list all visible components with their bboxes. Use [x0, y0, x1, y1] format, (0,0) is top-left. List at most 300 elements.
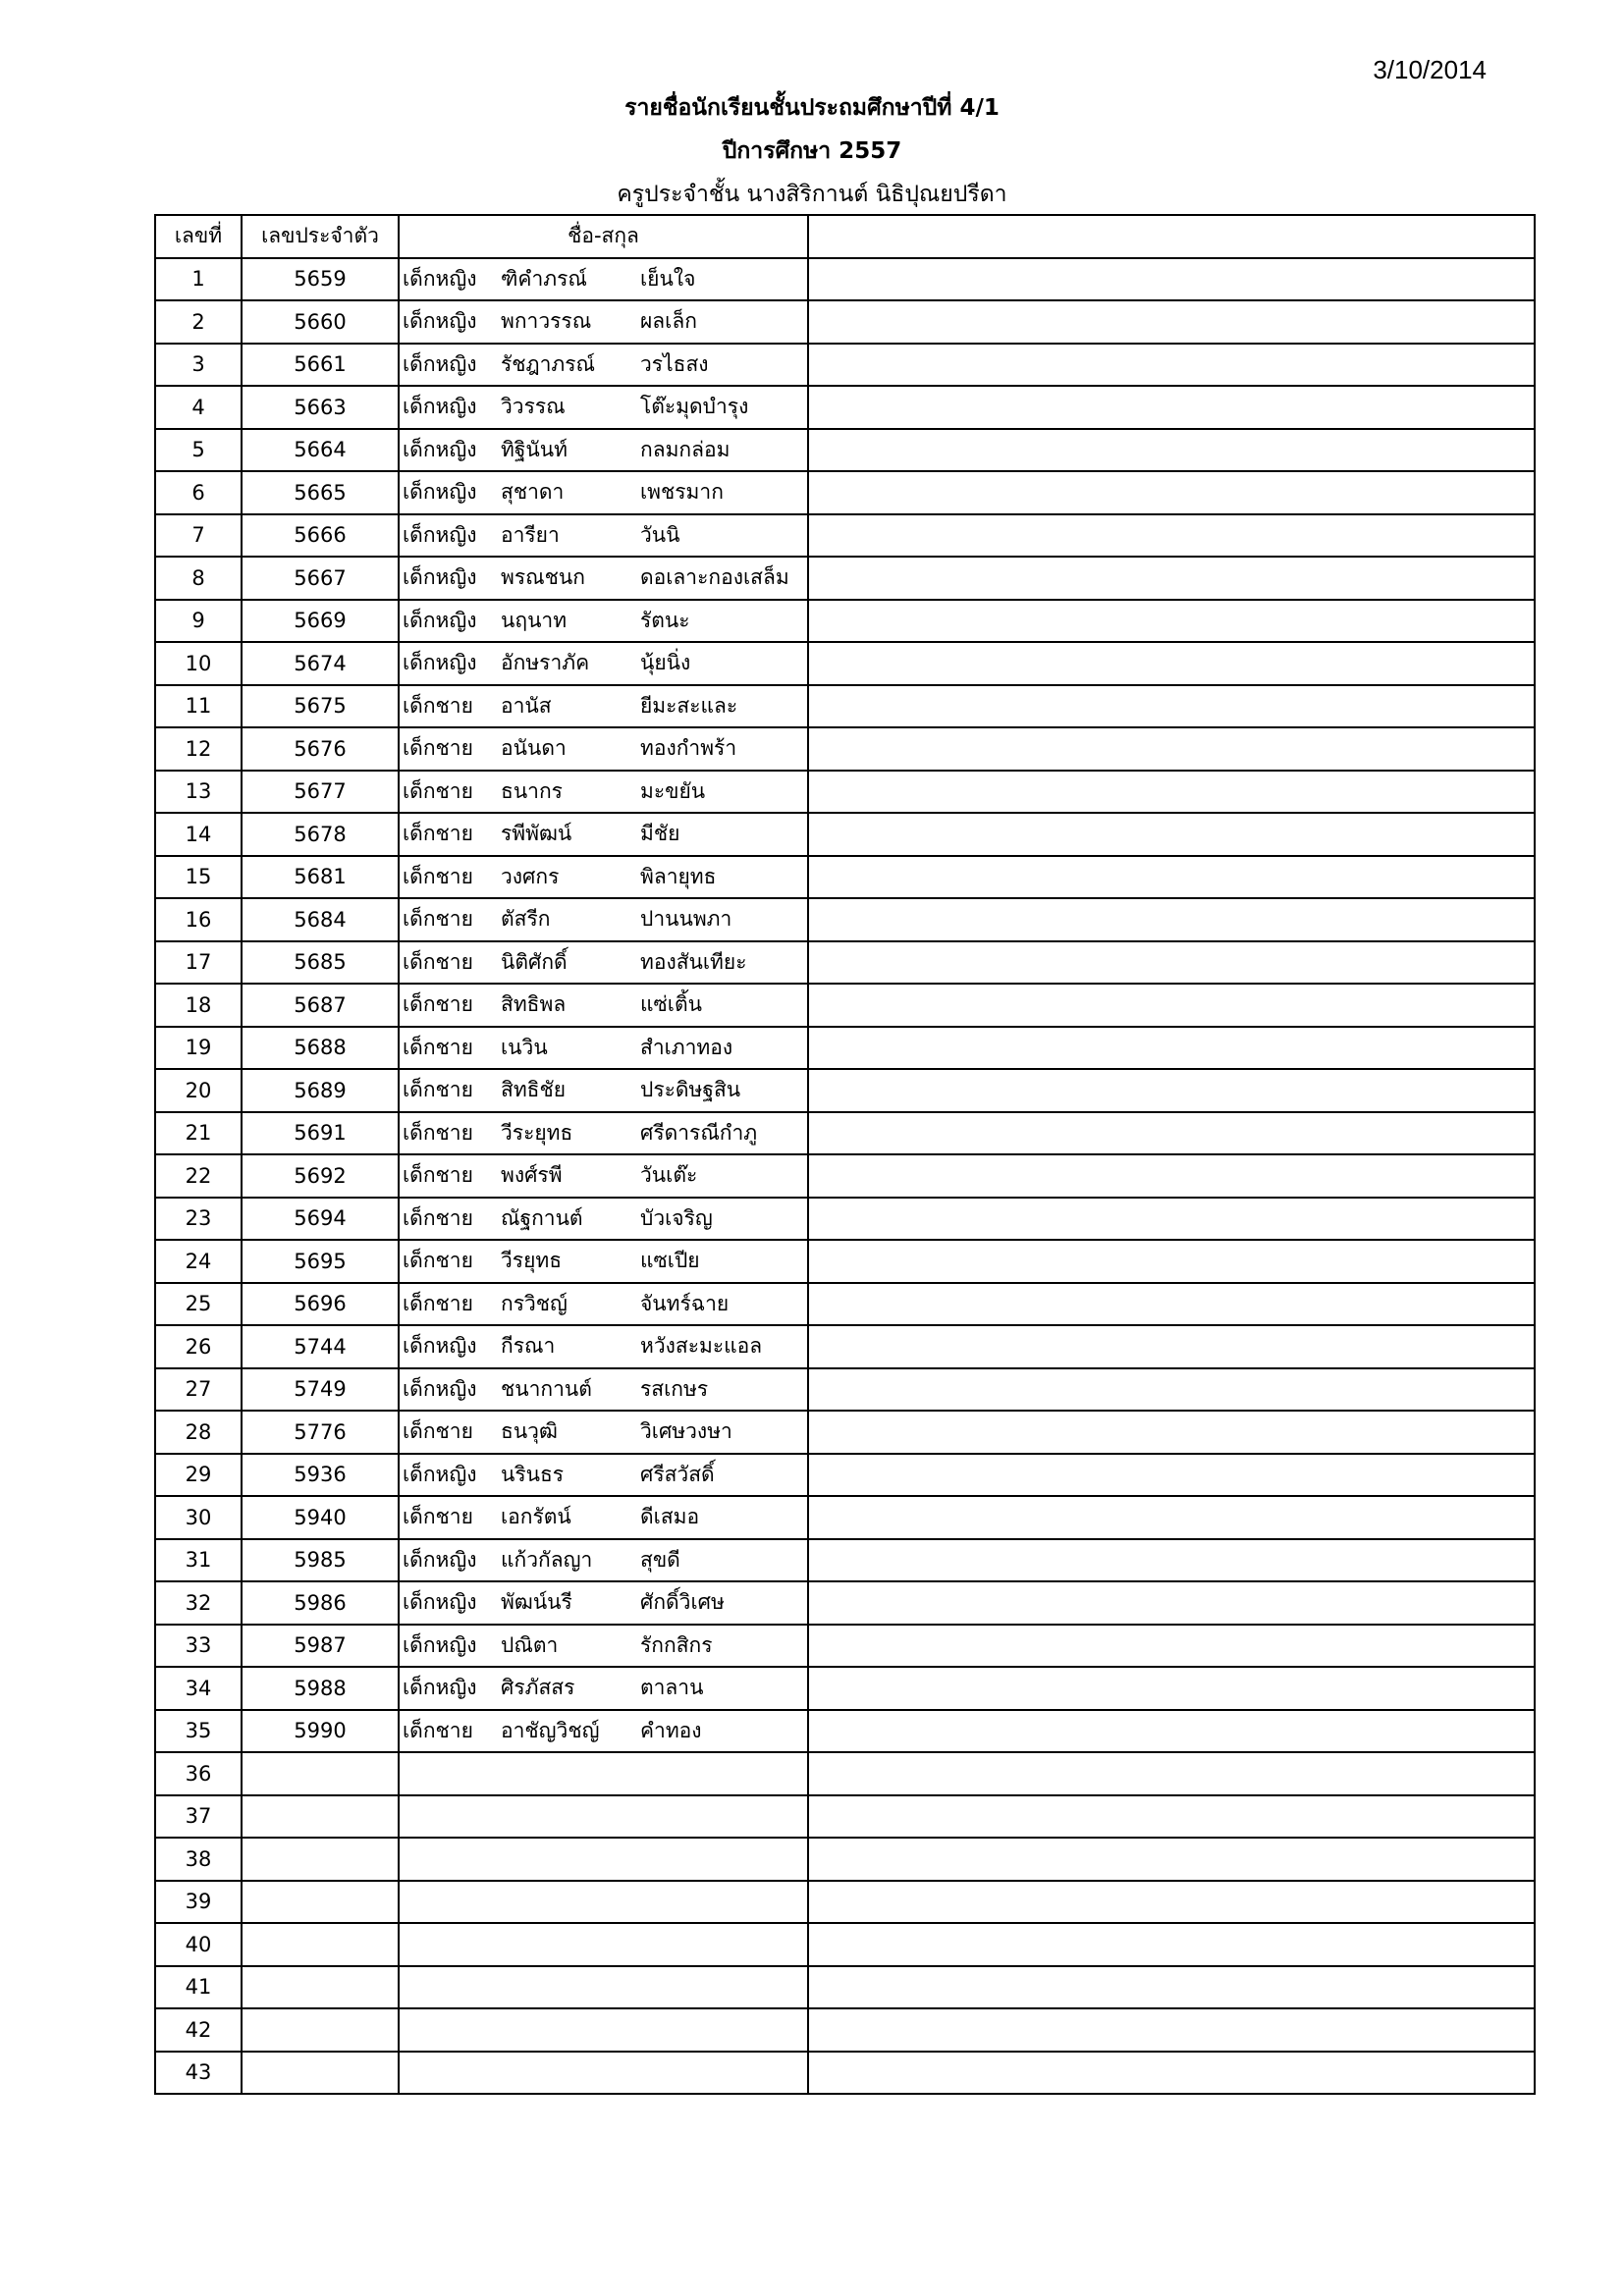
first-name: พงศ์รพี — [501, 1163, 563, 1188]
last-name: รักกสิกร — [640, 1632, 713, 1657]
student-id — [242, 1795, 399, 1839]
student-id: 5667 — [242, 557, 399, 600]
table-row — [155, 557, 1535, 600]
student-id: 5987 — [242, 1625, 399, 1668]
first-name: สิทธิพล — [501, 992, 567, 1017]
name-prefix: เด็กหญิง — [403, 395, 477, 419]
student-id: 5986 — [242, 1581, 399, 1625]
name-prefix: เด็กชาย — [403, 1078, 473, 1102]
last-name: ปานนพภา — [640, 907, 732, 932]
first-name: อนันดา — [501, 736, 567, 761]
table-row — [155, 2052, 1535, 2095]
name-prefix: เด็กชาย — [403, 1505, 473, 1529]
student-name-cell — [399, 941, 808, 985]
student-id: 5664 — [242, 429, 399, 472]
name-prefix: เด็กชาย — [403, 778, 473, 803]
student-number: 25 — [155, 1283, 242, 1326]
first-name: ณัฐกานต์ — [501, 1205, 583, 1230]
student-id: 5695 — [242, 1240, 399, 1283]
last-name: รัตนะ — [640, 608, 690, 632]
blank-cell — [808, 1112, 1535, 1155]
first-name: พรณชนก — [501, 565, 585, 590]
student-name-cell — [399, 258, 808, 301]
student-id: 5985 — [242, 1539, 399, 1582]
last-name: แซ่เติ้น — [640, 992, 702, 1017]
blank-cell — [808, 1966, 1535, 2009]
table-row — [155, 429, 1535, 472]
last-name: จันทร์ฉาย — [640, 1291, 730, 1315]
name-prefix: เด็กหญิง — [403, 651, 477, 675]
table-row — [155, 642, 1535, 685]
student-number: 12 — [155, 727, 242, 771]
last-name: เพชรมาก — [640, 480, 724, 505]
name-prefix: เด็กชาย — [403, 949, 473, 974]
table-row — [155, 898, 1535, 941]
table-row — [155, 813, 1535, 856]
student-id: 5661 — [242, 344, 399, 387]
academic-year: ปีการศึกษา 2557 — [722, 138, 902, 164]
last-name: ศักดิ์วิเศษ — [640, 1590, 725, 1615]
student-name-cell — [399, 1539, 808, 1582]
last-name: หวังสะมะแอล — [640, 1334, 763, 1359]
student-id: 5940 — [242, 1496, 399, 1539]
table-row — [155, 941, 1535, 985]
name-prefix: เด็กหญิง — [403, 608, 477, 632]
first-name: ฑิคำภรณ์ — [501, 266, 587, 291]
student-id: 5669 — [242, 600, 399, 643]
table-row — [155, 514, 1535, 558]
student-id: 5677 — [242, 771, 399, 814]
last-name: ประดิษฐสิน — [640, 1078, 741, 1102]
name-prefix: เด็กหญิง — [403, 1462, 477, 1486]
student-number: 28 — [155, 1411, 242, 1454]
name-prefix: เด็กชาย — [403, 864, 473, 888]
student-number: 39 — [155, 1881, 242, 1924]
page-title: รายชื่อนักเรียนชั้นประถมศึกษาปีที่ 4/1 — [624, 95, 1000, 121]
student-number: 37 — [155, 1795, 242, 1839]
first-name: นิติศักดิ์ — [501, 949, 568, 974]
student-id: 5687 — [242, 984, 399, 1027]
blank-cell — [808, 1368, 1535, 1412]
last-name: ผลเล็ก — [640, 309, 697, 334]
first-name: รพีพัฒน์ — [501, 822, 572, 846]
first-name: นรินธร — [501, 1462, 565, 1486]
student-name-cell — [399, 1454, 808, 1497]
student-number: 9 — [155, 600, 242, 643]
student-id: 5676 — [242, 727, 399, 771]
first-name: เนวิน — [501, 1035, 548, 1059]
name-prefix: เด็กชาย — [403, 1205, 473, 1230]
blank-cell — [808, 1752, 1535, 1795]
name-prefix: เด็กหญิง — [403, 1676, 477, 1700]
blank-cell — [808, 642, 1535, 685]
table-row — [155, 1198, 1535, 1241]
table-row — [155, 471, 1535, 514]
student-name-cell — [399, 1027, 808, 1070]
student-number: 16 — [155, 898, 242, 941]
student-id: 5776 — [242, 1411, 399, 1454]
student-number: 42 — [155, 2008, 242, 2052]
student-name-cell — [399, 1581, 808, 1625]
last-name: ยีมะสะและ — [640, 693, 738, 718]
table-row — [155, 1069, 1535, 1112]
table-row — [155, 2008, 1535, 2052]
last-name: วันนิ — [640, 522, 680, 547]
first-name: พัฒน์นรี — [501, 1590, 572, 1615]
name-prefix: เด็กหญิง — [403, 351, 477, 376]
table-row — [155, 727, 1535, 771]
student-name-cell — [399, 771, 808, 814]
table-row — [155, 1710, 1535, 1753]
student-number: 15 — [155, 856, 242, 899]
student-number: 31 — [155, 1539, 242, 1582]
table-row — [155, 1325, 1535, 1368]
student-number: 36 — [155, 1752, 242, 1795]
student-number: 7 — [155, 514, 242, 558]
first-name: ชนากานต์ — [501, 1376, 592, 1401]
name-prefix: เด็กหญิง — [403, 1590, 477, 1615]
last-name: ดอเลาะกองเสล็ม — [640, 565, 789, 590]
student-name-cell — [399, 813, 808, 856]
name-prefix: เด็กหญิง — [403, 1376, 477, 1401]
student-name-cell — [399, 898, 808, 941]
table-row — [155, 1838, 1535, 1881]
first-name: อาชัญวิชญ์ — [501, 1718, 600, 1742]
student-number: 20 — [155, 1069, 242, 1112]
last-name: มะขยัน — [640, 778, 706, 803]
student-number: 5 — [155, 429, 242, 472]
student-name-cell — [399, 1368, 808, 1412]
first-name: ตัสรีก — [501, 907, 551, 932]
student-name-cell — [399, 300, 808, 344]
name-prefix: เด็กชาย — [403, 1291, 473, 1315]
last-name: ตาลาน — [640, 1676, 704, 1700]
blank-cell — [808, 258, 1535, 301]
student-id: 5685 — [242, 941, 399, 985]
blank-cell — [808, 344, 1535, 387]
table-row — [155, 600, 1535, 643]
blank-cell — [808, 1581, 1535, 1625]
table-row — [155, 1752, 1535, 1795]
name-prefix: เด็กชาย — [403, 822, 473, 846]
first-name: กรวิชญ์ — [501, 1291, 568, 1315]
student-name-cell — [399, 1283, 808, 1326]
student-id: 5692 — [242, 1154, 399, 1198]
student-id: 5674 — [242, 642, 399, 685]
table-row — [155, 771, 1535, 814]
name-prefix: เด็กหญิง — [403, 565, 477, 590]
student-number: 6 — [155, 471, 242, 514]
student-number: 13 — [155, 771, 242, 814]
last-name: ศรีดารณีกำภู — [640, 1120, 758, 1145]
last-name: รสเกษร — [640, 1376, 709, 1401]
blank-cell — [808, 386, 1535, 429]
blank-cell — [808, 1710, 1535, 1753]
student-name-cell — [399, 344, 808, 387]
student-number: 29 — [155, 1454, 242, 1497]
name-prefix: เด็กหญิง — [403, 480, 477, 505]
last-name: วิเศษวงษา — [640, 1419, 732, 1444]
student-id — [242, 1881, 399, 1924]
blank-cell — [808, 1795, 1535, 1839]
student-name-cell — [399, 386, 808, 429]
student-number: 1 — [155, 258, 242, 301]
table-row — [155, 1027, 1535, 1070]
first-name: นฤนาท — [501, 608, 568, 632]
table-row — [155, 1283, 1535, 1326]
blank-cell — [808, 685, 1535, 728]
table-row — [155, 1368, 1535, 1412]
table-row — [155, 1154, 1535, 1198]
name-prefix: เด็กหญิง — [403, 1632, 477, 1657]
name-prefix: เด็กหญิง — [403, 522, 477, 547]
student-name-cell — [399, 685, 808, 728]
roster-body — [155, 258, 1535, 2095]
student-name-cell — [399, 2052, 808, 2095]
name-prefix: เด็กชาย — [403, 693, 473, 718]
student-id: 5936 — [242, 1454, 399, 1497]
first-name: ทิฐินันท์ — [501, 437, 568, 461]
student-number: 30 — [155, 1496, 242, 1539]
first-name: ธนวุฒิ — [501, 1419, 558, 1444]
student-name-cell — [399, 1966, 808, 2009]
student-number: 14 — [155, 813, 242, 856]
name-prefix: เด็กหญิง — [403, 309, 477, 334]
table-row — [155, 1240, 1535, 1283]
student-number: 35 — [155, 1710, 242, 1753]
last-name: นุ้ยนิ่ง — [640, 651, 691, 675]
table-row — [155, 1795, 1535, 1839]
last-name: มีชัย — [640, 822, 680, 846]
table-row — [155, 1881, 1535, 1924]
student-number: 38 — [155, 1838, 242, 1881]
student-id: 5684 — [242, 898, 399, 941]
table-row — [155, 1625, 1535, 1668]
first-name: วิวรรณ — [501, 395, 566, 419]
student-number: 11 — [155, 685, 242, 728]
student-name-cell — [399, 514, 808, 558]
blank-cell — [808, 471, 1535, 514]
first-name: วีรยุทธ — [501, 1249, 563, 1273]
last-name: วรไธสง — [640, 351, 709, 376]
name-prefix: เด็กหญิง — [403, 1334, 477, 1359]
student-id: 5694 — [242, 1198, 399, 1241]
first-name: ปณิตา — [501, 1632, 559, 1657]
name-prefix: เด็กชาย — [403, 1419, 473, 1444]
blank-cell — [808, 727, 1535, 771]
student-number: 34 — [155, 1667, 242, 1710]
student-name-cell — [399, 1881, 808, 1924]
last-name: พิลายุทธ — [640, 864, 717, 888]
blank-cell — [808, 1923, 1535, 1966]
last-name: ทองกำพร้า — [640, 736, 737, 761]
name-prefix: เด็กชาย — [403, 992, 473, 1017]
blank-cell — [808, 300, 1535, 344]
student-id: 5660 — [242, 300, 399, 344]
student-name-cell — [399, 856, 808, 899]
student-name-cell — [399, 471, 808, 514]
table-row — [155, 685, 1535, 728]
student-name-cell — [399, 1069, 808, 1112]
student-number: 40 — [155, 1923, 242, 1966]
first-name: กีรณา — [501, 1334, 556, 1359]
column-header-student-id: เลขประจำตัว — [242, 215, 399, 258]
student-id: 5990 — [242, 1710, 399, 1753]
table-row — [155, 386, 1535, 429]
student-id: 5675 — [242, 685, 399, 728]
student-name-cell — [399, 1752, 808, 1795]
table-row — [155, 1581, 1535, 1625]
student-name-cell — [399, 727, 808, 771]
last-name: กลมกล่อม — [640, 437, 731, 461]
last-name: เย็นใจ — [640, 266, 696, 291]
student-number: 23 — [155, 1198, 242, 1241]
table-header-row — [155, 215, 1535, 258]
blank-cell — [808, 1069, 1535, 1112]
student-number: 21 — [155, 1112, 242, 1155]
student-number: 32 — [155, 1581, 242, 1625]
table-row — [155, 984, 1535, 1027]
student-id — [242, 2008, 399, 2052]
student-name-cell — [399, 1240, 808, 1283]
blank-cell — [808, 1838, 1535, 1881]
student-name-cell — [399, 1838, 808, 1881]
student-number: 4 — [155, 386, 242, 429]
name-prefix: เด็กชาย — [403, 1249, 473, 1273]
first-name: ศิรภัสสร — [501, 1676, 575, 1700]
blank-cell — [808, 1027, 1535, 1070]
column-header-number: เลขที่ — [155, 215, 242, 258]
blank-cell — [808, 941, 1535, 985]
blank-cell — [808, 898, 1535, 941]
first-name: อักษราภัค — [501, 651, 590, 675]
student-name-cell — [399, 1496, 808, 1539]
blank-cell — [808, 1154, 1535, 1198]
student-name-cell — [399, 557, 808, 600]
blank-cell — [808, 2008, 1535, 2052]
blank-cell — [808, 1496, 1535, 1539]
student-name-cell — [399, 984, 808, 1027]
student-number: 33 — [155, 1625, 242, 1668]
table-row — [155, 1966, 1535, 2009]
student-id — [242, 1923, 399, 1966]
table-row — [155, 1112, 1535, 1155]
table-row — [155, 344, 1535, 387]
student-id: 5659 — [242, 258, 399, 301]
student-number: 17 — [155, 941, 242, 985]
student-number: 10 — [155, 642, 242, 685]
blank-cell — [808, 984, 1535, 1027]
student-roster-table — [154, 214, 1536, 2095]
student-name-cell — [399, 1625, 808, 1668]
student-id: 5663 — [242, 386, 399, 429]
first-name: เอกรัตน์ — [501, 1505, 571, 1529]
table-row — [155, 300, 1535, 344]
student-id: 5691 — [242, 1112, 399, 1155]
name-prefix: เด็กชาย — [403, 1120, 473, 1145]
student-name-cell — [399, 600, 808, 643]
student-id — [242, 2052, 399, 2095]
student-name-cell — [399, 1710, 808, 1753]
blank-cell — [808, 856, 1535, 899]
student-number: 2 — [155, 300, 242, 344]
student-id: 5665 — [242, 471, 399, 514]
first-name: วีระยุทธ — [501, 1120, 573, 1145]
student-name-cell — [399, 1923, 808, 1966]
last-name: โต๊ะมุดบำรุง — [640, 395, 749, 419]
blank-cell — [808, 600, 1535, 643]
last-name: ดีเสมอ — [640, 1505, 700, 1529]
column-header-blank — [808, 215, 1535, 258]
student-id: 5696 — [242, 1283, 399, 1326]
blank-cell — [808, 429, 1535, 472]
student-name-cell — [399, 1667, 808, 1710]
student-name-cell — [399, 1112, 808, 1155]
table-row — [155, 1923, 1535, 1966]
student-number: 24 — [155, 1240, 242, 1283]
blank-cell — [808, 557, 1535, 600]
table-row — [155, 856, 1535, 899]
first-name: อารียา — [501, 522, 560, 547]
student-number: 3 — [155, 344, 242, 387]
student-id: 5688 — [242, 1027, 399, 1070]
first-name: ธนากร — [501, 778, 563, 803]
blank-cell — [808, 1240, 1535, 1283]
student-number: 26 — [155, 1325, 242, 1368]
name-prefix: เด็กชาย — [403, 1163, 473, 1188]
last-name: สุขดี — [640, 1547, 680, 1572]
student-id — [242, 1966, 399, 2009]
homeroom-teacher: ครูประจำชั้น นางสิริกานต์ นิธิปุณยปรีดา — [617, 182, 1007, 207]
student-id: 5749 — [242, 1368, 399, 1412]
name-prefix: เด็กชาย — [403, 1718, 473, 1742]
last-name: วันเต๊ะ — [640, 1163, 698, 1188]
blank-cell — [808, 1283, 1535, 1326]
blank-cell — [808, 1454, 1535, 1497]
blank-cell — [808, 771, 1535, 814]
column-header-full-name: ชื่อ-สกุล — [399, 215, 808, 258]
student-number: 19 — [155, 1027, 242, 1070]
last-name: คำทอง — [640, 1718, 702, 1742]
blank-cell — [808, 1411, 1535, 1454]
student-id: 5666 — [242, 514, 399, 558]
student-name-cell — [399, 1325, 808, 1368]
blank-cell — [808, 1625, 1535, 1668]
first-name: แก้วกัลญา — [501, 1547, 593, 1572]
student-number: 22 — [155, 1154, 242, 1198]
blank-cell — [808, 2052, 1535, 2095]
blank-cell — [808, 1539, 1535, 1582]
last-name: แซเปีย — [640, 1249, 700, 1273]
student-id: 5689 — [242, 1069, 399, 1112]
student-number: 43 — [155, 2052, 242, 2095]
table-row — [155, 1411, 1535, 1454]
student-id: 5988 — [242, 1667, 399, 1710]
table-row — [155, 1667, 1535, 1710]
student-name-cell — [399, 429, 808, 472]
blank-cell — [808, 813, 1535, 856]
blank-cell — [808, 1325, 1535, 1368]
student-id — [242, 1838, 399, 1881]
last-name: ศรีสวัสดิ์ — [640, 1462, 715, 1486]
student-number: 27 — [155, 1368, 242, 1412]
name-prefix: เด็กหญิง — [403, 1547, 477, 1572]
print-date: 3/10/2014 — [1373, 55, 1487, 84]
student-name-cell — [399, 2008, 808, 2052]
first-name: สิทธิชัย — [501, 1078, 567, 1102]
student-number: 18 — [155, 984, 242, 1027]
blank-cell — [808, 1198, 1535, 1241]
